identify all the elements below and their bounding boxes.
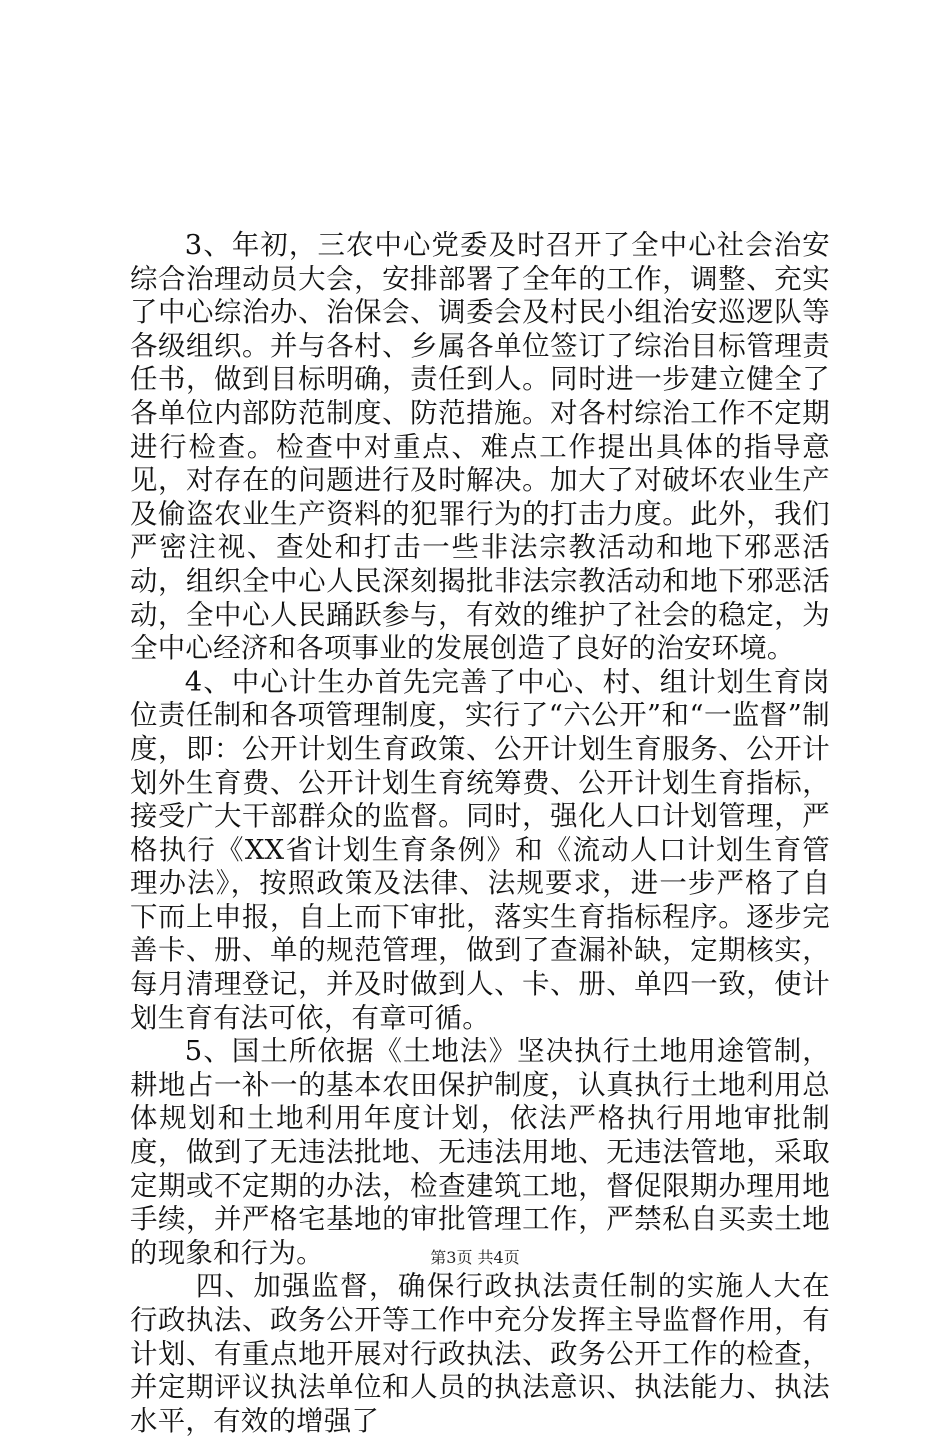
paragraph-3: 3、年初，三农中心党委及时召开了全中心社会治安综合治理动员大会，安排部署了全年的工作，调整、充实了中心综治办、治保会、调委会及村民小组治安巡逻队等各级组织。并与各村、乡属各单位签订了综治目标管理责任书，做到目标明确，责任到人。同时进一步建立健全了各单位内部防范制度、防范措施。对各村综治工作不定期进行检查。检查中对重点、难点工作提出具体的指导意见，对存在的问题进行及时解决。加大了对破坏农业生产及偷盗农业生产资料的犯罪行为的打击力度。此外，我们严密注视、查处和打击一些非法宗教活动和地下邪恶活动，组织全中心人民深刻揭批非法宗教活动和地下邪恶活动，全中心人民踊跃参与，有效的维护了社会的稳定，为全中心经济和各项事业的发展创造了良好的治安环境。 [130,230,830,665]
paragraph-5: 5、国土所依据《土地法》坚决执行土地用途管制，耕地占一补一的基本农田保护制度，认真执行土地利用总体规划和土地利用年度计划，依法严格执行用地审批制度，做到了无违法批地、无违法用地、无违法管地，采取定期或不定期的办法，检查建筑工地，督促限期办理用地手续，并严格宅基地的审批管理工作，严禁私自买卖土地的现象和行为。 [130,1036,830,1269]
paragraph-section-4: 四、加强监督，确保行政执法责任制的实施人大在行政执法、政务公开等工作中充分发挥主导监督作用，有计划、有重点地开展对行政执法、政务公开工作的检查，并定期评议执法单位和人员的执法意识、执法能力、执法水平，有效的增强了 [130,1271,830,1437]
page-footer: 第3页 共4页 [430,1248,520,1267]
paragraph-4: 4、中心计生办首先完善了中心、村、组计划生育岗位责任制和各项管理制度，实行了“六公开”和“一监督”制度，即：公开计划生育政策、公开计划生育服务、公开计划外生育费、公开计划生育统筹费、公开计划生育指标，接受广大干部群众的监督。同时，强化人口计划管理，严格执行《XX省计划生育条例》和《流动人口计划生育管理办法》，按照政策及法律、法规要求，进一步严格了自下而上申报，自上而下审批，落实生育指标程序。逐步完善卡、册、单的规范管理，做到了查漏补缺，定期核实，每月清理登记，并及时做到人、卡、册、单四一致，使计划生育有法可依，有章可循。 [130,666,830,1034]
